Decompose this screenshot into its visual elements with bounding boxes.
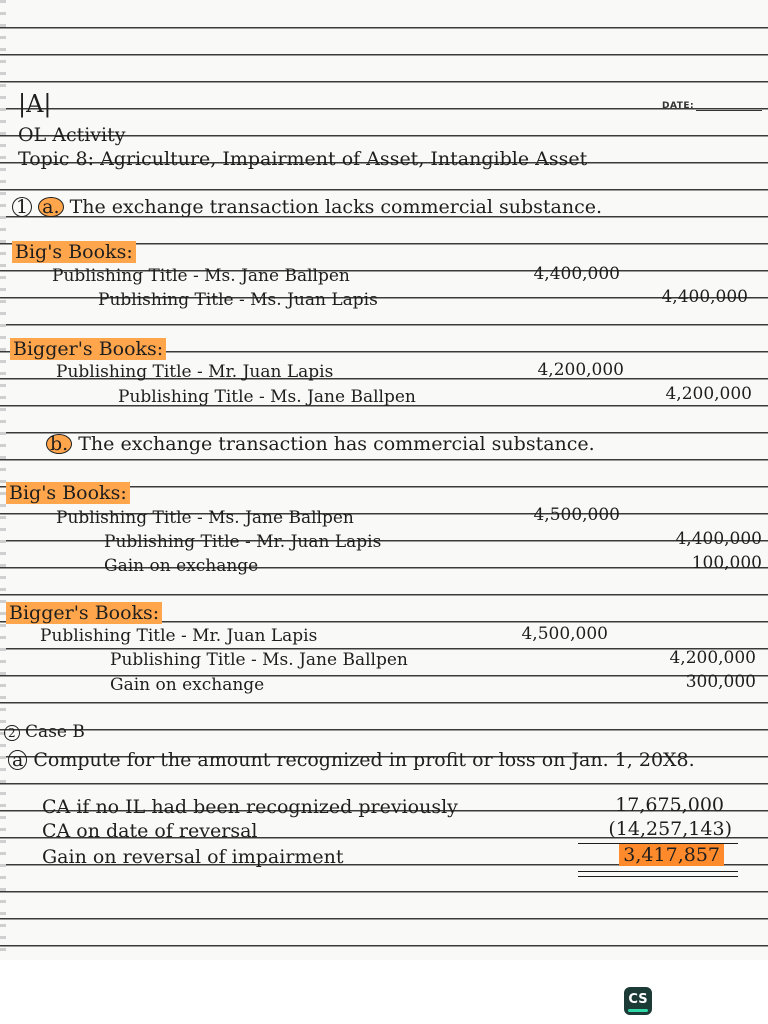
q1a-bigs-credit-account: Publishing Title - Ms. Juan Lapis <box>98 290 378 310</box>
q1b-bigs-debit-account: Publishing Title - Ms. Jane Ballpen <box>56 508 354 528</box>
q1b-bigs-credit-amount-2: 100,000 <box>691 553 762 573</box>
q1b-bigs-credit-amount-1: 4,400,000 <box>675 529 762 549</box>
q1a-biggers-debit-amount: 4,200,000 <box>537 360 624 380</box>
q1b-biggers-debit-account: Publishing Title - Mr. Juan Lapis <box>40 626 318 646</box>
q1a-heading <box>12 197 602 217</box>
q2-number: 2 <box>4 725 20 741</box>
topic-title: Topic 8: Agriculture, Impairment of Asset, Intangible Asset <box>18 148 588 170</box>
q1a-bigs-credit-amount: 4,400,000 <box>661 287 748 307</box>
q1b-biggers-credit-account-2: Gain on exchange <box>110 675 265 695</box>
q1b-letter: b. <box>46 434 72 454</box>
q1b-bigs-credit-account-1: Publishing Title - Mr. Juan Lapis <box>104 532 382 552</box>
q2a-question: Compute for the amount recognized in profit or loss on Jan. 1, 20X8. <box>33 749 695 771</box>
q1a-bigs-debit-account: Publishing Title - Ms. Jane Ballpen <box>52 266 350 286</box>
q1a-bigs-label: Big's Books: <box>12 243 136 262</box>
q2-heading <box>4 724 85 741</box>
q1b-biggers-credit-amount-1: 4,200,000 <box>669 648 756 668</box>
q1b-heading <box>46 434 595 454</box>
q2a-question-row <box>8 750 695 770</box>
q1b-bigs-debit-amount: 4,500,000 <box>533 505 620 525</box>
q1b-statement: The exchange transaction has commercial substance. <box>78 433 595 455</box>
q1b-biggers-credit-amount-2: 300,000 <box>685 672 756 692</box>
q1a-letter: a. <box>38 197 63 217</box>
q1b-biggers-debit-amount: 4,500,000 <box>521 624 608 644</box>
double-rule-2 <box>578 876 738 877</box>
q2a-row-2-value: (14,257,143) <box>608 818 732 840</box>
q1a-biggers-debit-account: Publishing Title - Mr. Juan Lapis <box>56 362 334 382</box>
date-label: DATE: <box>662 101 695 111</box>
q1a-bigs-debit-amount: 4,400,000 <box>533 264 620 284</box>
q2a-row-1-label: CA if no IL had been recognized previously <box>42 796 458 818</box>
q1a-statement: The exchange transaction lacks commercial substance. <box>69 196 603 218</box>
q1b-bigs-label: Big's Books: <box>6 484 130 503</box>
q2-case: Case B <box>25 722 85 742</box>
q2a-row-3-label: Gain on reversal of impairment <box>42 846 344 868</box>
q2a-row-1-value: 17,675,000 <box>615 794 724 816</box>
camscanner-logo: CS <box>624 987 652 1015</box>
q1a-biggers-credit-amount: 4,200,000 <box>665 384 752 404</box>
date-line <box>696 110 762 111</box>
q2a-row-2-label: CA on date of reversal <box>42 820 258 842</box>
corner-label: |A| <box>18 90 52 118</box>
q1a-biggers-label: Bigger's Books: <box>10 340 166 359</box>
q1b-biggers-credit-account-1: Publishing Title - Ms. Jane Ballpen <box>110 650 408 670</box>
q1b-bigs-credit-account-2: Gain on exchange <box>104 556 259 576</box>
q2a-row-3-value: 3,417,857 <box>596 846 724 865</box>
q1a-biggers-credit-account: Publishing Title - Ms. Jane Ballpen <box>118 387 416 407</box>
q2a-letter: a <box>8 750 27 770</box>
q1-number: 1 <box>12 197 32 217</box>
double-rule-1 <box>578 871 738 872</box>
activity-title: OL Activity <box>18 124 126 146</box>
q1b-biggers-label: Bigger's Books: <box>6 604 162 623</box>
scanner-footer <box>0 960 768 1024</box>
